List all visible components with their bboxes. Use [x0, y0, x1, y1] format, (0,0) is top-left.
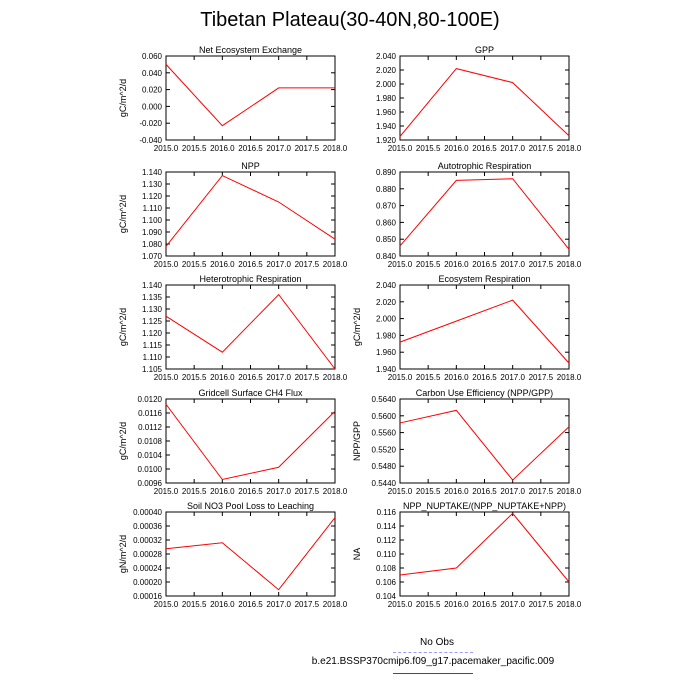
y-tick-label: 0.00036 [133, 522, 162, 531]
panel-title: Net Ecosystem Exchange [198, 45, 303, 55]
x-tick-label: 2016.5 [238, 487, 263, 496]
x-tick-label: 2017.5 [294, 373, 320, 382]
panel-title: Heterotrophic Respiration [199, 274, 302, 284]
x-tick-label: 2015.5 [181, 600, 207, 609]
y-tick-label: 0.890 [375, 168, 396, 177]
x-tick-label: 2018.0 [556, 144, 582, 153]
y-tick-label: 1.940 [375, 122, 396, 131]
y-tick-label: 0.850 [375, 235, 396, 245]
x-tick-label: 2016.5 [472, 260, 497, 269]
panel-3 [376, 161, 582, 269]
x-tick-label: 2018.0 [322, 373, 348, 382]
figure-title: Tibetan Plateau(30-40N,80-100E) [200, 9, 500, 31]
panel-title: Autotrophic Respiration [437, 161, 532, 171]
y-tick-label: 1.960 [375, 108, 396, 117]
x-tick-label: 2015.0 [153, 373, 179, 382]
y-tick-label: -0.040 [139, 136, 162, 145]
y-tick-label: 0.040 [141, 68, 162, 78]
x-tick-label: 2017.0 [500, 373, 525, 382]
series-line [166, 404, 335, 479]
y-tick-label: 0.870 [375, 201, 396, 211]
y-tick-label: 1.105 [141, 365, 162, 374]
x-tick-label: 2015.5 [181, 144, 207, 153]
y-tick-label: 1.960 [375, 348, 396, 358]
y-tick-label: 0.0100 [137, 465, 162, 474]
x-tick-label: 2016.5 [238, 144, 263, 153]
x-tick-label: 2016.0 [444, 260, 469, 269]
series-line [400, 179, 569, 250]
x-tick-label: 2015.5 [415, 260, 441, 269]
y-tick-label: 0.0112 [138, 423, 162, 432]
x-tick-label: 2015.0 [387, 487, 413, 496]
x-tick-label: 2017.0 [266, 373, 291, 382]
y-tick-label: 0.106 [375, 578, 396, 587]
plot-frame [166, 512, 335, 596]
y-tick-label: 1.135 [141, 293, 162, 302]
x-tick-label: 2015.0 [387, 260, 413, 269]
y-tick-label: 1.920 [375, 136, 396, 145]
x-tick-label: 2015.5 [415, 600, 441, 609]
series-line [400, 513, 569, 582]
y-axis-label: gC/m^2/d [352, 307, 362, 347]
x-tick-label: 2016.0 [444, 487, 469, 496]
y-tick-label: 0.0108 [137, 437, 162, 446]
x-tick-label: 2015.0 [153, 144, 179, 153]
y-tick-label: 0.00016 [133, 592, 162, 601]
x-tick-label: 2017.5 [528, 487, 554, 496]
y-tick-label: 0.00028 [133, 550, 162, 559]
series-line [166, 64, 335, 125]
y-tick-label: 0.5600 [371, 411, 396, 421]
panel-title: GPP [474, 45, 495, 55]
y-axis-label: NPP/GPP [352, 420, 362, 462]
panel-1 [376, 45, 582, 153]
plot-frame [400, 56, 569, 140]
legend-model-label: b.e21.BSSP370cmip6.f09_g17.pacemaker_pacific.009 [311, 656, 555, 667]
y-tick-label: 2.040 [375, 52, 396, 61]
y-tick-label: 2.020 [375, 297, 396, 307]
y-tick-label: 1.140 [141, 168, 162, 177]
plot-frame [166, 285, 335, 369]
y-tick-label: 0.112 [376, 536, 396, 545]
x-tick-label: 2016.5 [472, 373, 497, 382]
series-line [166, 176, 335, 247]
x-tick-label: 2015.0 [153, 600, 179, 609]
y-tick-label: 2.040 [375, 281, 396, 290]
panel-title: NPP_NUPTAKE/(NPP_NUPTAKE+NPP) [403, 501, 566, 511]
y-tick-label: 0.116 [376, 508, 396, 517]
x-tick-label: 2018.0 [556, 487, 582, 496]
series-line [400, 69, 569, 137]
panel-5 [352, 274, 582, 382]
x-tick-label: 2018.0 [556, 373, 582, 382]
x-tick-label: 2015.0 [387, 373, 413, 382]
x-tick-label: 2015.5 [415, 373, 441, 382]
y-tick-label: 0.0104 [137, 451, 162, 460]
x-tick-label: 2017.0 [500, 144, 525, 153]
x-tick-label: 2015.5 [181, 260, 207, 269]
y-tick-label: 1.120 [141, 192, 162, 201]
y-tick-label: 0.5440 [371, 479, 396, 488]
legend-obs-label: No Obs [420, 637, 454, 648]
y-tick-label: 0.110 [376, 550, 396, 559]
x-tick-label: 2015.5 [415, 144, 441, 153]
x-tick-label: 2017.5 [528, 260, 554, 269]
x-tick-label: 2015.5 [181, 373, 207, 382]
x-tick-label: 2015.0 [387, 144, 413, 153]
y-tick-label: 2.020 [375, 66, 396, 75]
x-tick-label: 2016.5 [472, 600, 497, 609]
panel-4 [118, 274, 348, 382]
series-line [166, 295, 335, 369]
y-tick-label: 1.080 [141, 240, 162, 249]
x-tick-label: 2016.5 [238, 373, 263, 382]
y-tick-label: 1.090 [141, 228, 162, 237]
series-line [400, 300, 569, 363]
panel-title: Carbon Use Efficiency (NPP/GPP) [415, 388, 554, 398]
y-tick-label: 0.00032 [133, 536, 162, 545]
y-tick-label: 0.880 [375, 184, 396, 194]
y-axis-label: gN/m^2/d [118, 534, 128, 574]
x-tick-label: 2015.0 [153, 260, 179, 269]
panel-7 [352, 388, 582, 496]
y-tick-label: 0.5480 [371, 462, 396, 472]
x-tick-label: 2017.0 [500, 487, 525, 496]
x-tick-label: 2016.0 [210, 260, 235, 269]
y-tick-label: 0.000 [141, 102, 162, 112]
plot-frame [400, 399, 569, 483]
x-tick-label: 2017.5 [294, 144, 320, 153]
plot-frame [400, 512, 569, 596]
y-tick-label: 1.980 [375, 331, 396, 341]
plot-frame [166, 399, 335, 483]
x-tick-label: 2016.0 [444, 144, 469, 153]
y-axis-label: NA [352, 547, 362, 561]
y-tick-label: 1.140 [141, 281, 162, 290]
x-tick-label: 2015.0 [153, 487, 179, 496]
y-axis-label: gC/m^2/d [118, 421, 128, 461]
x-tick-label: 2016.0 [444, 373, 469, 382]
x-tick-label: 2016.5 [472, 487, 497, 496]
x-tick-label: 2015.5 [181, 487, 207, 496]
y-tick-label: 0.5640 [371, 395, 396, 404]
panel-2 [118, 161, 348, 269]
x-tick-label: 2018.0 [322, 600, 348, 609]
x-tick-label: 2017.5 [294, 260, 320, 269]
y-tick-label: 0.104 [375, 592, 396, 601]
y-tick-label: 1.110 [142, 353, 162, 362]
y-tick-label: 0.5520 [371, 445, 396, 455]
panel-6 [118, 388, 348, 496]
x-tick-label: 2016.0 [210, 144, 235, 153]
x-tick-label: 2017.0 [266, 600, 291, 609]
panel-9 [352, 501, 582, 609]
x-tick-label: 2017.0 [500, 600, 525, 609]
x-tick-label: 2017.0 [266, 144, 291, 153]
x-tick-label: 2016.0 [444, 600, 469, 609]
x-tick-label: 2017.0 [500, 260, 525, 269]
y-tick-label: 0.060 [141, 52, 162, 61]
y-tick-label: 0.108 [375, 564, 396, 573]
y-tick-label: 1.115 [142, 341, 162, 350]
y-axis-label: gC/m^2/d [118, 78, 128, 118]
x-tick-label: 2016.5 [472, 144, 497, 153]
x-tick-label: 2018.0 [322, 260, 348, 269]
y-tick-label: 0.0120 [137, 395, 162, 404]
y-tick-label: 2.000 [375, 314, 396, 324]
y-tick-label: 0.5560 [371, 428, 396, 438]
series-line [166, 518, 335, 590]
y-tick-label: 0.00040 [133, 508, 162, 517]
y-tick-label: 1.070 [141, 252, 162, 261]
series-line [400, 410, 569, 480]
x-tick-label: 2016.0 [210, 600, 235, 609]
y-tick-label: 0.020 [141, 85, 162, 95]
x-tick-label: 2016.5 [238, 600, 263, 609]
x-tick-label: 2017.5 [528, 373, 554, 382]
plot-frame [400, 285, 569, 369]
x-tick-label: 2017.5 [294, 600, 320, 609]
x-tick-label: 2016.5 [238, 260, 263, 269]
plot-frame [166, 56, 335, 140]
y-tick-label: 1.125 [141, 317, 162, 326]
x-tick-label: 2016.0 [210, 373, 235, 382]
y-tick-label: 0.0096 [137, 479, 162, 488]
y-tick-label: -0.020 [139, 119, 162, 129]
panel-8 [118, 501, 348, 609]
x-tick-label: 2018.0 [322, 487, 348, 496]
y-tick-label: 2.000 [375, 80, 396, 89]
x-tick-label: 2017.0 [266, 487, 291, 496]
y-tick-label: 0.840 [375, 252, 396, 261]
x-tick-label: 2018.0 [322, 144, 348, 153]
x-tick-label: 2017.5 [528, 144, 554, 153]
y-tick-label: 0.00024 [133, 564, 162, 573]
y-tick-label: 1.110 [142, 204, 162, 213]
y-tick-label: 1.980 [375, 94, 396, 103]
y-tick-label: 1.130 [141, 180, 162, 189]
plot-frame [400, 172, 569, 256]
x-tick-label: 2018.0 [556, 600, 582, 609]
x-tick-label: 2017.0 [266, 260, 291, 269]
x-tick-label: 2017.5 [528, 600, 554, 609]
y-tick-label: 0.00020 [133, 578, 162, 587]
y-tick-label: 1.940 [375, 365, 396, 374]
y-tick-label: 1.100 [141, 216, 162, 225]
y-tick-label: 0.114 [376, 522, 396, 531]
y-tick-label: 1.130 [141, 305, 162, 314]
y-axis-label: gC/m^2/d [118, 194, 128, 234]
panel-0 [118, 45, 348, 153]
y-tick-label: 1.120 [141, 329, 162, 338]
panel-title: Ecosystem Respiration [438, 274, 531, 284]
x-tick-label: 2015.5 [415, 487, 441, 496]
x-tick-label: 2016.0 [210, 487, 235, 496]
panel-title: Gridcell Surface CH4 Flux [198, 388, 303, 398]
y-tick-label: 0.860 [375, 218, 396, 228]
panel-title: Soil NO3 Pool Loss to Leaching [186, 501, 315, 511]
y-axis-label: gC/m^2/d [118, 307, 128, 347]
y-tick-label: 0.0116 [138, 409, 162, 418]
x-tick-label: 2017.5 [294, 487, 320, 496]
panel-title: NPP [241, 161, 260, 171]
x-tick-label: 2015.0 [387, 600, 413, 609]
x-tick-label: 2018.0 [556, 260, 582, 269]
